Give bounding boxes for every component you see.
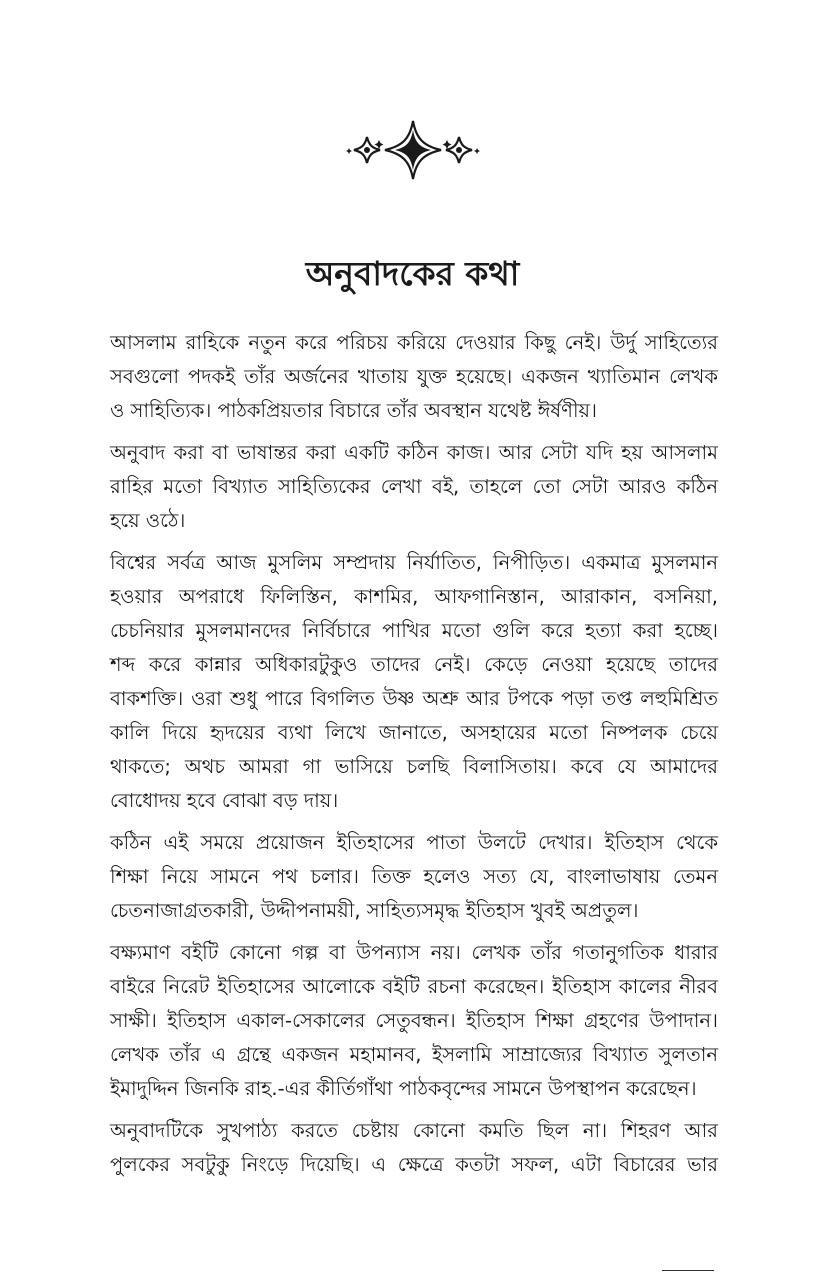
text-line: আসলাম রাহিকে নতুন করে পরিচয় করিয়ে দেওয়ার কিছু নেই। উর্দু সাহিত্যের — [110, 331, 718, 354]
text-line: চেচনিয়ার মুসলমানদের নির্বিচারে পাখির মতো গুলি করে হত্যা করা হচ্ছে। — [110, 619, 718, 642]
text-line: রাহির মতো বিখ্যাত সাহিত্যিকের লেখা বই, তাহলে তো সেটা আরও কঠিন — [110, 475, 718, 498]
text-line: পুলকের সবটুকু নিংড়ে দিয়েছি। এ ক্ষেত্রে কতটা সফল, এটা বিচারের ভার — [110, 1153, 718, 1176]
paragraph — [110, 436, 718, 538]
text-line: হওয়ার অপরাধে ফিলিস্তিন, কাশমির, আফগানিস্তান, আরাকান, বসনিয়া, — [110, 585, 718, 608]
text-line: বিশ্বের সর্বত্র আজ মুসলিম সম্প্রদায় নির্যাতিত, নিপীড়িত। একমাত্র মুসলমান — [110, 551, 718, 574]
text-line: শিক্ষা নিয়ে সামনে পথ চলার। তিক্ত হলেও সত্য যে, বাংলাভাষায় তেমন — [110, 865, 718, 888]
text-line: বাকশক্তি। ওরা শুধু পারে বিগলিত উষ্ণ অশ্রু আর টপকে পড়া তপ্ত লহুমিশ্রিত — [110, 687, 718, 710]
paragraph — [110, 936, 718, 1106]
text-line: হয়ে ওঠে। — [110, 509, 186, 532]
text-line: সবগুলো পদকই তাঁর অর্জনের খাতায় যুক্ত হয়েছে। একজন খ্যাতিমান লেখক — [110, 365, 718, 388]
text-line: বক্ষ্যমাণ বইটি কোনো গল্প বা উপন্যাস নয়। লেখক তাঁর গতানুগতিক ধারার — [110, 941, 718, 964]
star-ornament-icon — [345, 118, 481, 182]
text-line: চেতনাজাগ্রতকারী, উদ্দীপনাময়ী, সাহিত্যসমৃদ্ধ ইতিহাস খুবই অপ্রতুল। — [110, 899, 639, 922]
text-line: লেখক তাঁর এ গ্রন্থে একজন মহামানব, ইসলামি সাম্রাজ্যের বিখ্যাত সুলতান — [110, 1043, 718, 1066]
text-line: অনুবাদ করা বা ভাষান্তর করা একটি কঠিন কাজ। আর সেটা যদি হয় আসলাম — [110, 441, 718, 464]
page-title: অনুবাদকের কথা — [305, 254, 520, 293]
paragraph — [110, 546, 718, 818]
paragraph — [110, 826, 718, 928]
text-line: ইমাদুদ্দিন জিনকি রাহ.-এর কীর্তিগাঁথা পাঠকবৃন্দের সামনে উপস্থাপন করেছেন। — [110, 1077, 697, 1100]
text-line: অনুবাদটিকে সুখপাঠ্য করতে চেষ্টায় কোনো কমতি ছিল না। শিহরণ আর — [110, 1119, 718, 1142]
text-line: থাকতে; অথচ আমরা গা ভাসিয়ে চলছি বিলাসিতায়। কবে যে আমাদের — [110, 755, 718, 778]
footer-rule — [662, 1270, 714, 1271]
text-line: কালি দিয়ে হৃদয়ের ব্যথা লিখে জানাতে, অসহায়ের মতো নিষ্পলক চেয়ে — [110, 721, 718, 744]
paragraph — [110, 1114, 718, 1182]
text-line: শব্দ করে কান্নার অধিকারটুকুও তাদের নেই। কেড়ে নেওয়া হয়েছে তাদের — [110, 653, 718, 676]
text-line: বোধোদয় হবে বোঝা বড় দায়। — [110, 789, 339, 812]
text-line: ও সাহিত্যিক। পাঠকপ্রিয়তার বিচারে তাঁর অবস্থান যথেষ্ট ঈর্ষণীয়। — [110, 399, 597, 422]
text-line: বাইরে নিরেট ইতিহাসের আলোকে বইটি রচনা করেছেন। ইতিহাস কালের নীরব — [110, 975, 718, 998]
paragraph — [110, 326, 718, 428]
text-line: সাক্ষী। ইতিহাস একাল-সেকালের সেতুবন্ধন। ইতিহাস শিক্ষা গ্রহণের উপাদান। — [110, 1009, 718, 1032]
text-line: কঠিন এই সময়ে প্রয়োজন ইতিহাসের পাতা উলটে দেখার। ইতিহাস থেকে — [110, 831, 718, 854]
body-text — [110, 326, 718, 1190]
